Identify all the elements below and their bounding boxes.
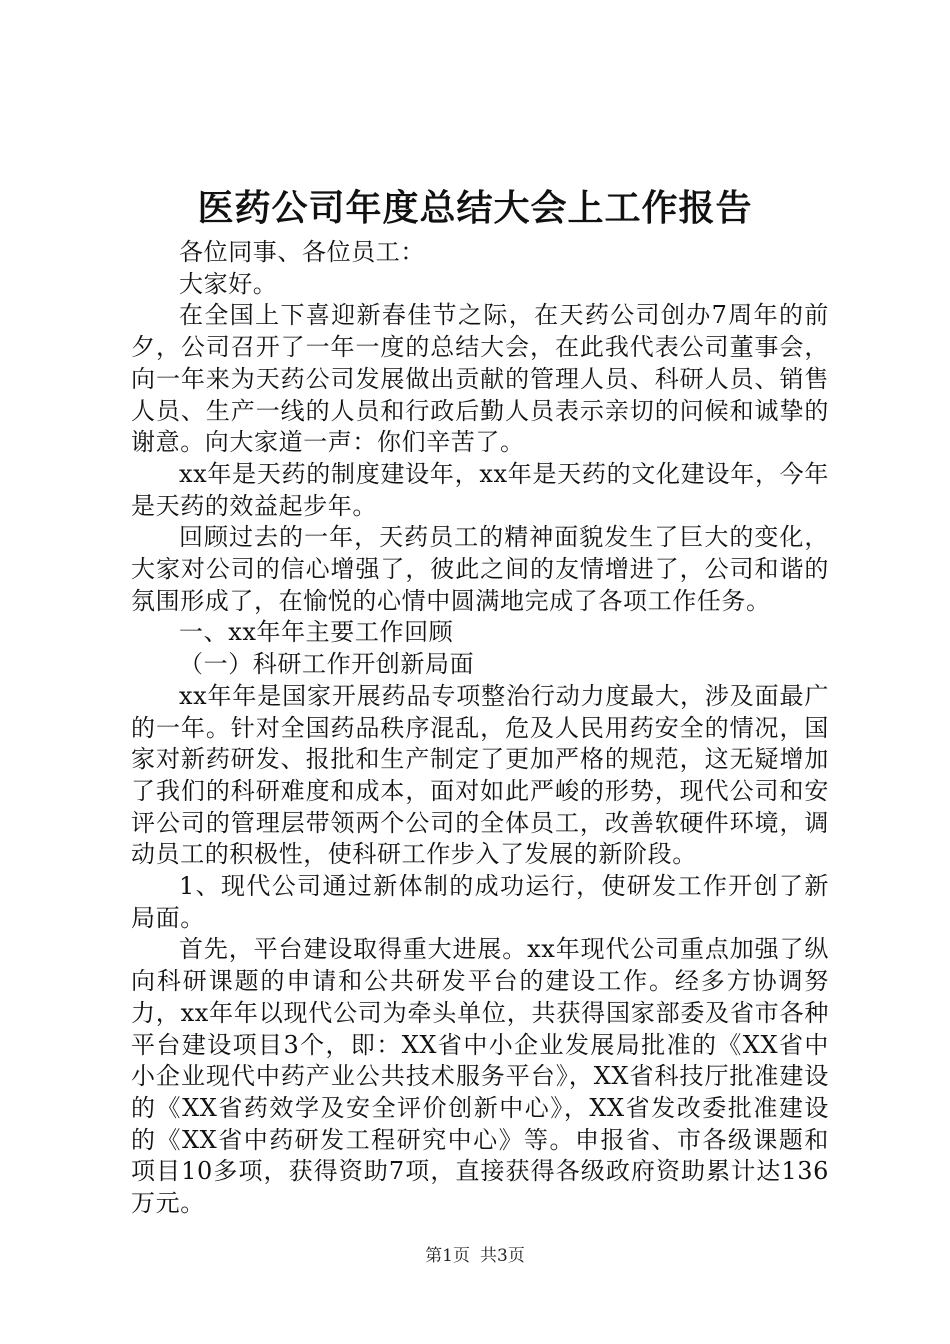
page-number: 第1页 <box>425 1246 470 1266</box>
body-paragraph: xx年是天药的制度建设年，xx年是天药的文化建设年，今年是天药的效益起步年。 <box>131 459 829 520</box>
body-paragraph: 回顾过去的一年，天药员工的精神面貌发生了巨大的变化，大家对公司的信心增强了，彼此之间的友情增进了，公司和谐的氛围形成了，在愉悦的心情中圆满地完成了各项工作任务。 <box>131 523 829 615</box>
body-paragraph: 首先，平台建设取得重大进展。xx年现代公司重点加强了纵向科研课题的申请和公共研发平台的建设工作。经多方协调努力，xx年年以现代公司为牵头单位，共获得国家部委及省市各种平台建设项目3个，即：XX省中小企业发展局批准的《XX省中小企业现代中药产业公共技术服务平台》，XX省科技厅批准建设的《XX省药效学及安全评价创新中心》，XX省发改委批准建设的《XX省中药研发工程研究中心》等。申报省、市各级课题和项目10多项，获得资助7项，直接获得各级政府资助累计达136万元。 <box>131 935 829 1218</box>
salutation-paragraph: 大家好。 <box>179 269 278 298</box>
body-paragraph: 在全国上下喜迎新春佳节之际，在天药公司创办7周年的前夕，公司召开了一年一度的总结大会，在此我代表公司董事会，向一年来为天药公司发展做出贡献的管理人员、科研人员、销售人员、生产一线的人员和行政后勤人员表示亲切的问候和诚挚的谢意。向大家道一声：你们辛苦了。 <box>131 301 829 457</box>
numbered-item: 1、现代公司通过新体制的成功运行，使研发工作开创了新局面。 <box>131 872 829 932</box>
page-total: 共3页 <box>480 1246 525 1266</box>
subsection-heading: （一）科研工作开创新局面 <box>179 650 475 679</box>
document-title: 医药公司年度总结大会上工作报告 <box>197 187 753 229</box>
body-paragraph: xx年年是国家开展药品专项整治行动力度最大，涉及面最广的一年。针对全国药品秩序混乱，危及人民用药安全的情况，国家对新药研发、报批和生产制定了更加严格的规范，这无疑增加了我们的科研难度和成本，面对如此严峻的形势，现代公司和安评公司的管理层带领两个公司的全体员工，改善软硬件环境，调动员工的积极性，使科研工作步入了发展的新阶段。 <box>131 681 829 869</box>
section-heading: 一、xx年年主要工作回顾 <box>179 618 454 647</box>
document-body <box>131 237 829 1220</box>
page-footer <box>0 1244 950 1268</box>
greeting-paragraph: 各位同事、各位员工： <box>179 238 425 266</box>
